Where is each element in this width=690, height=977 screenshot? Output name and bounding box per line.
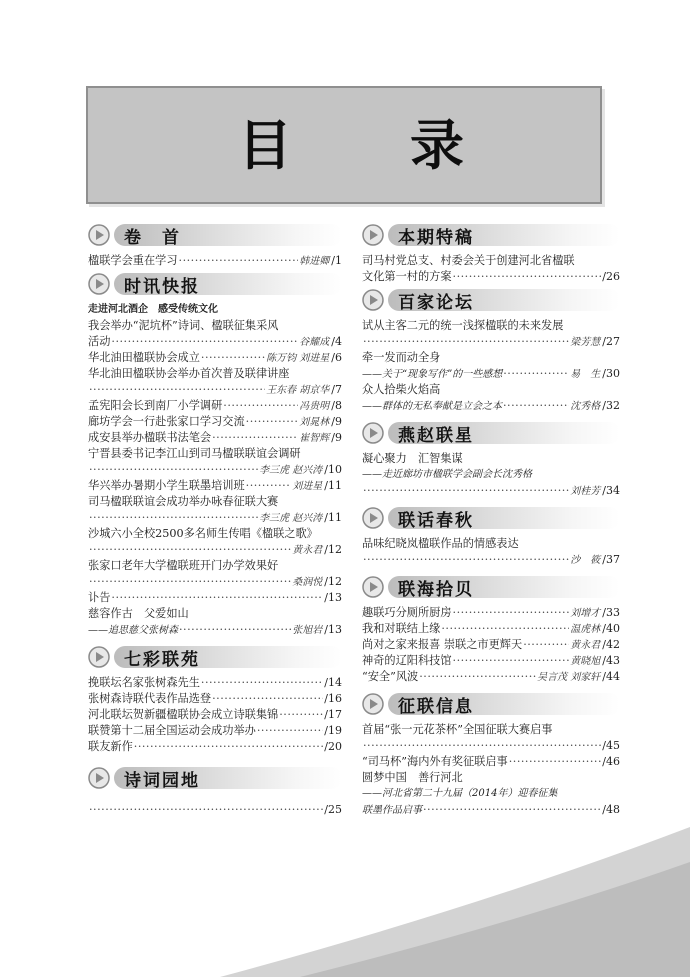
play-icon <box>88 224 110 246</box>
toc-entry[interactable]: 圆梦中国 善行河北 ——河北省第二十九届（2014年）迎春征集 联墨作品启事 ····· /48 <box>362 770 620 818</box>
toc-entry[interactable]: 廊坊学会一行赴张家口学习交流 ····· 刘晁林 /9 <box>88 414 342 430</box>
section-heading: 卷 首 <box>124 227 181 248</box>
toc-entry[interactable]: 司马村党总支、村委会关于创建河北省楹联 文化第一村的方案 ····· /26 <box>362 253 620 285</box>
toc-entry[interactable]: 试从主客二元的统一浅探楹联的未来发展 ····· 梁芳慧 /27 <box>362 318 620 350</box>
toc-entry[interactable]: 神奇的辽阳科技馆 ····· 黄晓旭 /43 <box>362 653 620 669</box>
section-lianhai <box>362 574 620 600</box>
toc-entry[interactable]: 首届“张一元花茶杯”全国征联大赛启事 ····· /45 <box>362 722 620 754</box>
play-icon <box>362 289 384 311</box>
toc-left-column <box>88 222 342 818</box>
title-box <box>86 86 602 204</box>
toc-entry[interactable]: 趣联巧分厕所厨房 ····· 刘增才 /33 <box>362 605 620 621</box>
toc-entry[interactable]: 品味纪晓岚楹联作品的情感表达 ····· 沙 筱 /37 <box>362 536 620 568</box>
toc-entry[interactable]: “司马杯”海内外有奖征联启事 ····· /46 <box>362 754 620 770</box>
play-icon <box>88 646 110 668</box>
section-zhenglian <box>362 691 620 717</box>
toc-entry[interactable]: 孟宪阳会长到南厂小学调研 ····· 冯贵明 /8 <box>88 398 342 414</box>
title-char-lu: 录 <box>410 114 464 177</box>
play-icon <box>362 422 384 444</box>
play-icon <box>362 224 384 246</box>
toc-entry[interactable]: 宁晋县委书记李江山到司马楹联联谊会调研 ····· 李三虎 赵兴涛 /10 <box>88 446 342 478</box>
toc-entry[interactable]: 联友新作 ····· /20 <box>88 739 342 755</box>
toc-entry[interactable]: 讣告 ····· /13 <box>88 590 342 606</box>
toc-entry[interactable]: 我和对联结上缘 ····· 温虎林 /40 <box>362 621 620 637</box>
toc-entry[interactable]: 挽联坛名家张树森先生 ····· /14 <box>88 675 342 691</box>
section-baijia <box>362 287 620 313</box>
toc-entry[interactable]: 华北油田楹联协会举办首次普及联律讲座 ····· 王东春 胡京华 /7 <box>88 366 342 398</box>
section-yanzhao <box>362 420 620 446</box>
section-lianhua <box>362 505 620 531</box>
toc-entry[interactable]: 沙城六小全校2500多名师生传唱《楹联之歌》 ····· 黄永君 /12 <box>88 526 342 558</box>
section-heading: 百家论坛 <box>398 292 474 313</box>
toc-entry[interactable]: 慈容作古 父爱如山 ——追思慈父张树森 ····· 张旭岩 /13 <box>88 606 342 638</box>
section-heading: 本期特稿 <box>398 227 474 248</box>
play-icon <box>362 576 384 598</box>
toc-entry[interactable]: 走进河北酒企 感受传统文化 <box>88 304 218 315</box>
toc-entry[interactable]: 牵一发而动全身 ——关于“现象写作”的一些感想 ····· 易 生 /30 <box>362 350 620 382</box>
section-qicai <box>88 644 342 670</box>
section-heading: 联海拾贝 <box>398 579 474 600</box>
toc-entry[interactable]: 凝心聚力 汇智集谋 ——走近廊坊市楹联学会副会长沈秀格 ····· 刘桂芳 /34 <box>362 451 620 499</box>
section-juanshou <box>88 222 342 248</box>
toc-entry[interactable]: 成安县举办楹联书法笔会 ····· 崔智辉 /9 <box>88 430 342 446</box>
toc-entry[interactable]: 司马楹联联谊会成功举办咏春征联大赛 ····· 李三虎 赵兴涛 /11 <box>88 494 342 526</box>
toc-entry[interactable]: 张家口老年大学楹联班开门办学效果好 ····· 桑润悦 /12 <box>88 558 342 590</box>
toc-right-column <box>362 222 620 818</box>
play-icon <box>362 507 384 529</box>
section-heading: 时讯快报 <box>124 276 200 297</box>
section-heading: 联话春秋 <box>398 510 474 531</box>
toc-entry[interactable]: 楹联学会重在学习 ····· 韩进卿 /1 <box>88 253 342 269</box>
play-icon <box>88 767 110 789</box>
section-heading: 诗词园地 <box>124 770 200 791</box>
play-icon <box>362 693 384 715</box>
toc-entry[interactable]: 河北联坛贺新疆楹联协会成立诗联集锦 ····· /17 <box>88 707 342 723</box>
title-char-mu: 目 <box>238 114 292 177</box>
section-heading: 七彩联苑 <box>124 649 200 670</box>
toc-entry[interactable]: 华兴举办暑期小学生联墨培训班 ····· 刘进星 /11 <box>88 478 342 494</box>
toc-entry[interactable]: 我会举办“泥坑杯”诗词、楹联征集采风 活动 ····· 谷耀成 /4 <box>88 318 342 350</box>
section-benqi <box>362 222 620 248</box>
section-heading: 征联信息 <box>398 696 474 717</box>
toc-entry[interactable]: 华北油田楹联协会成立 ····· 陈万钧 刘进星 /6 <box>88 350 342 366</box>
section-shici <box>88 765 342 791</box>
section-shixun <box>88 271 342 297</box>
play-icon <box>88 273 110 295</box>
toc-entry[interactable]: 众人拾柴火焰高 ——群体的无私奉献是立会之本 ····· 沈秀格 /32 <box>362 382 620 414</box>
toc-entry[interactable]: 尚对之家来报喜 崇联之市更辉天 ····· 黄永君 /42 <box>362 637 620 653</box>
toc-entry[interactable]: 张树森诗联代表作品选登 ····· /16 <box>88 691 342 707</box>
toc-entry[interactable]: “安全”风波 ····· 吴言茂 刘家轩 /44 <box>362 669 620 685</box>
toc-entry[interactable]: 联赞第十二届全国运动会成功举办 ····· /19 <box>88 723 342 739</box>
section-heading: 燕赵联星 <box>398 425 474 446</box>
toc-entry[interactable]: ····· /25 <box>88 802 342 818</box>
